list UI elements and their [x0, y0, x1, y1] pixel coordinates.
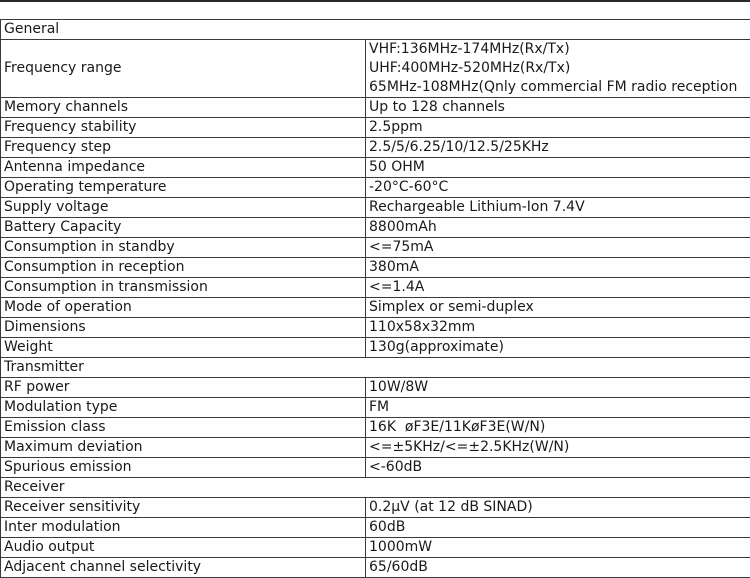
table-row — [1, 318, 750, 338]
spec-label: Maximum deviation — [1, 438, 366, 458]
spec-value: 65/60dB — [366, 558, 750, 578]
table-row — [1, 158, 750, 178]
spec-label: Antenna impedance — [1, 158, 366, 178]
table-row — [1, 498, 750, 518]
spec-label: Spurious emission — [1, 458, 366, 478]
spec-value: 2.5ppm — [366, 118, 750, 138]
table-row — [1, 438, 750, 458]
spec-label: Battery Capacity — [1, 218, 366, 238]
spec-label: Consumption in transmission — [1, 278, 366, 298]
spec-value: 110x58x32mm — [366, 318, 750, 338]
table-row — [1, 118, 750, 138]
spec-label: Modulation type — [1, 398, 366, 418]
table-row — [1, 40, 750, 98]
spec-value: FM — [366, 398, 750, 418]
spec-value: <=75mA — [366, 238, 750, 258]
spec-value: <=±5KHz/<=±2.5KHz(W/N) — [366, 438, 750, 458]
section-title: Transmitter — [1, 358, 750, 378]
table-row — [1, 278, 750, 298]
spec-table — [0, 19, 750, 578]
spec-label: Audio output — [1, 538, 366, 558]
spec-label: Adjacent channel selectivity — [1, 558, 366, 578]
spec-label: Memory channels — [1, 98, 366, 118]
spec-value: 50 OHM — [366, 158, 750, 178]
spec-value: 0.2μV (at 12 dB SINAD) — [366, 498, 750, 518]
spec-label: Inter modulation — [1, 518, 366, 538]
table-row — [1, 138, 750, 158]
spec-value: Up to 128 channels — [366, 98, 750, 118]
spec-value: 2.5/5/6.25/10/12.5/25KHz — [366, 138, 750, 158]
spec-label: Consumption in reception — [1, 258, 366, 278]
spec-value — [366, 40, 750, 98]
spec-value: 16K øF3E/11KøF3E(W/N) — [366, 418, 750, 438]
spec-value: <-60dB — [366, 458, 750, 478]
spec-value: <=1.4A — [366, 278, 750, 298]
section-header-general — [1, 20, 750, 40]
spec-value: -20°C-60°C — [366, 178, 750, 198]
spec-value: 10W/8W — [366, 378, 750, 398]
table-row — [1, 418, 750, 438]
spec-label: RF power — [1, 378, 366, 398]
spec-value-line: VHF:136MHz-174MHz(Rx/Tx) — [369, 41, 570, 57]
spec-label: Operating temperature — [1, 178, 366, 198]
table-row — [1, 198, 750, 218]
top-border — [0, 0, 750, 2]
table-row — [1, 398, 750, 418]
section-title: Receiver — [1, 478, 750, 498]
table-row — [1, 518, 750, 538]
table-row — [1, 298, 750, 318]
table-row — [1, 218, 750, 238]
table-row — [1, 458, 750, 478]
section-title: General — [1, 20, 750, 40]
spec-label: Supply voltage — [1, 198, 366, 218]
table-row — [1, 178, 750, 198]
spec-value: 8800mAh — [366, 218, 750, 238]
spec-label: Receiver sensitivity — [1, 498, 366, 518]
spec-value-line: 65MHz-108MHz(Qnly commercial FM radio reception — [369, 79, 738, 95]
section-header-transmitter — [1, 358, 750, 378]
spec-label: Frequency range — [1, 40, 366, 98]
spec-value: 380mA — [366, 258, 750, 278]
spec-label: Mode of operation — [1, 298, 366, 318]
table-row — [1, 258, 750, 278]
spec-label: Weight — [1, 338, 366, 358]
table-row — [1, 98, 750, 118]
spec-label: Frequency step — [1, 138, 366, 158]
spec-value: Simplex or semi-duplex — [366, 298, 750, 318]
spec-label: Emission class — [1, 418, 366, 438]
table-row — [1, 378, 750, 398]
table-row — [1, 558, 750, 578]
table-row — [1, 538, 750, 558]
table-row — [1, 238, 750, 258]
spec-value: 1000mW — [366, 538, 750, 558]
spec-value: Rechargeable Lithium-Ion 7.4V — [366, 198, 750, 218]
spec-value: 60dB — [366, 518, 750, 538]
spec-value: 130g(approximate) — [366, 338, 750, 358]
section-header-receiver — [1, 478, 750, 498]
spec-label: Consumption in standby — [1, 238, 366, 258]
table-row — [1, 338, 750, 358]
spec-value-line: UHF:400MHz-520MHz(Rx/Tx) — [369, 60, 571, 76]
spec-label: Frequency stability — [1, 118, 366, 138]
spec-label: Dimensions — [1, 318, 366, 338]
